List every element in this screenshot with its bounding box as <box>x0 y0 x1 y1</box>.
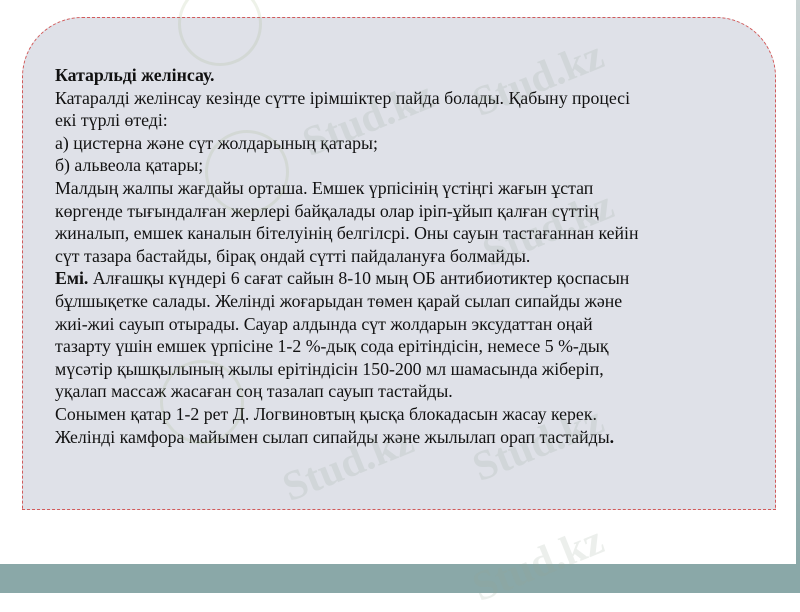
text-line: бұлшықетке салады. Желінді жоғарыдан төмен қарай сылап сипайды және <box>55 290 623 311</box>
text-line: а) цистерна және сүт жолдарының қатары; <box>55 132 378 153</box>
treatment-line <box>55 267 755 290</box>
text-line: мүсәтір қышқылының жылы ерітіндісін 150-200 мл шамасында жіберіп, <box>55 358 604 379</box>
text-line: б) альвеола қатары; <box>55 155 204 176</box>
document-text <box>55 64 755 448</box>
text-line: жиналып, емшек каналын бітелуінің белгілсрі. Оны сауын тастағаннан кейін <box>55 223 639 244</box>
text-line: сүт тазара бастайды, бірақ ондай сүтті пайдалануға болмайды. <box>55 245 531 266</box>
text-line: Катаралді желінсау кезінде сүтте ірімшіктер пайда болады. Қабыну процесі <box>55 87 631 108</box>
text-line: екі түрлі өтеді: <box>55 110 168 131</box>
heading: Катарльді желінсау. <box>55 65 215 85</box>
last-line <box>55 426 755 449</box>
text-line: көргенде тығындалған жерлері байқалады олар іріп-ұйып қалған сүттің <box>55 200 599 221</box>
bottom-band <box>0 564 800 593</box>
text-line: уқалап массаж жасаған соң тазалап сауып тастайды. <box>55 381 453 402</box>
final-period: . <box>609 426 615 447</box>
treatment-text: Алғашқы күндері 6 сағат сайын 8-10 мың ОБ антибиотиктер қоспасын <box>88 268 630 289</box>
treatment-label: Емі. <box>55 268 89 289</box>
right-edge-decoration <box>796 0 800 564</box>
text-line: тазарту үшін емшек үрпісіне 1-2 %-дық сода ерітіндісін, немесе 5 %-дық <box>55 336 609 357</box>
text-line: жиі-жиі сауып отырады. Сауар алдында сүт жолдарын эксудаттан оңай <box>55 313 593 334</box>
last-line-text: Желінді камфора майымен сылап сипайды және жылылап орап тастайды <box>55 426 610 447</box>
text-line: Сонымен қатар 1-2 рет Д. Логвиновтың қысқа блокадасын жасау керек. <box>55 403 597 424</box>
text-line: Малдың жалпы жағдайы орташа. Емшек үрпісінің үстіңгі жағын ұстап <box>55 177 594 198</box>
